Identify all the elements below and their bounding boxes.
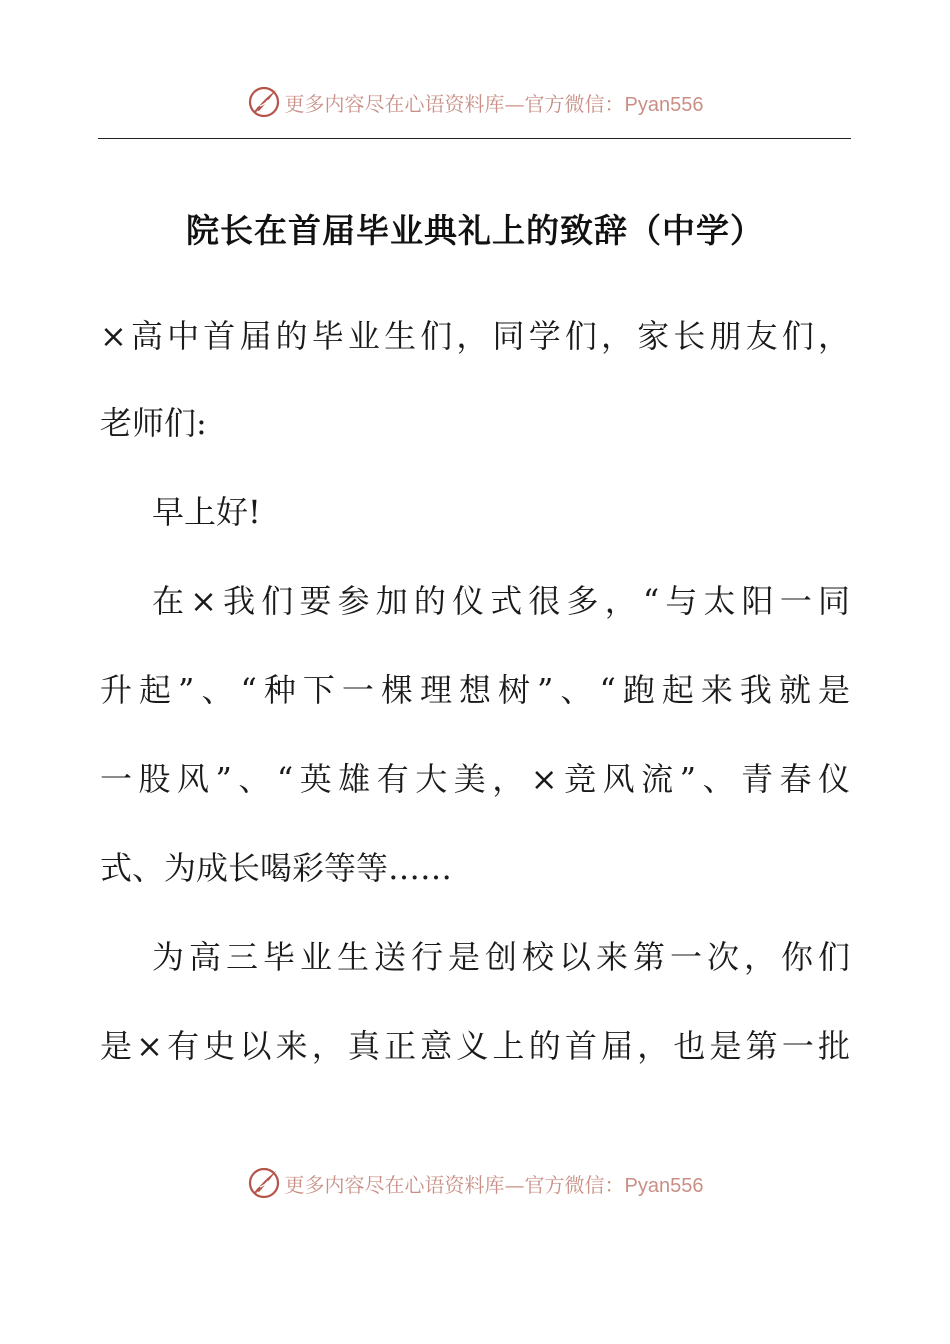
quill-pen-logo-icon [247, 85, 281, 119]
body-line-3: 早上好! [152, 493, 261, 531]
header-divider [98, 138, 851, 139]
header-banner [0, 82, 950, 122]
page-title: 院长在首届毕业典礼上的致辞（中学） [186, 211, 764, 250]
body-line-5: 升起”、“种下一棵理想树”、“跑起来我就是 [100, 671, 850, 709]
footer-banner-text: 更多内容尽在心语资料库—官方微信：Pyan556 [284, 1172, 704, 1197]
body-line-1: ×高中首届的毕业生们，同学们，家长朋友们， [100, 317, 850, 355]
body-line-8: 为高三毕业生送行是创校以来第一次，你们 [152, 938, 850, 976]
body-line-9: 是×有史以来，真正意义上的首届，也是第一批 [100, 1027, 850, 1065]
body-line-7: 式、为成长喝彩等等…… [100, 849, 453, 887]
footer-banner [0, 1163, 950, 1203]
footer-wechat-id: Pyan556 [624, 1174, 704, 1197]
body-line-6: 一股风”、“英雄有大美，×竞风流”、青春仪 [100, 760, 850, 798]
quill-pen-logo-icon [247, 1166, 281, 1200]
body-line-2: 老师们: [100, 404, 207, 442]
banner-text: 更多内容尽在心语资料库—官方微信：Pyan556 [284, 91, 704, 116]
banner-wechat-id: Pyan556 [624, 93, 704, 116]
body-line-4: 在×我们要参加的仪式很多，“与太阳一同 [152, 582, 850, 620]
